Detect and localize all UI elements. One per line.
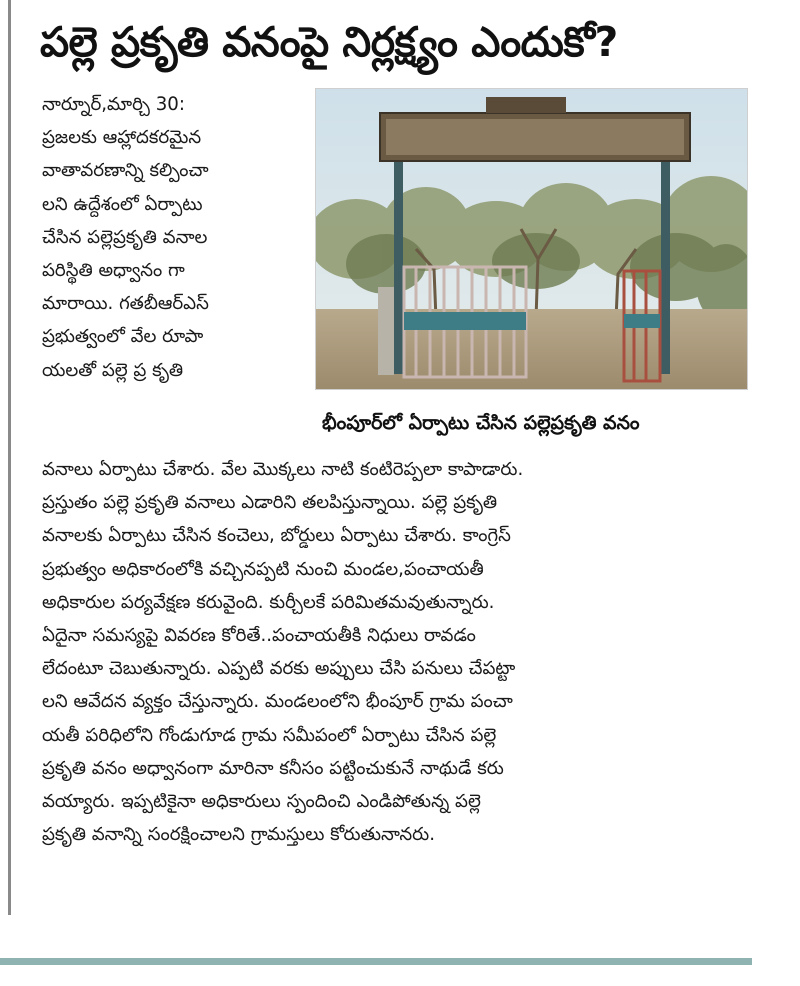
lead-line: ప్రజలకు ఆహ్లాదకరమైన xyxy=(42,127,202,149)
body-line: ప్రస్తుతం పల్లె ప్రకృతి వనాలు ఎడారిని తలపిస్తున్నాయి. పల్లె ప్రకృతి xyxy=(42,492,498,514)
lead-line: లని ఉద్దేశంలో ఏర్పాటు xyxy=(42,193,203,215)
lead-line: పరిస్థితి అధ్వానం గా xyxy=(42,259,185,281)
body-line: ఏదైనా సమస్యపై వివరణ కోరితే..పంచాయతీకి నిధులు రావడం xyxy=(42,624,476,646)
lead-line: వాతావరణాన్ని కల్పించా xyxy=(42,160,209,182)
lead-line: చేసిన పల్లెప్రకృతి వనాల xyxy=(42,226,208,248)
body-line: అధికారుల పర్యవేక్షణ కరువైంది. కుర్చీలకే పరిమితమవుతున్నారు. xyxy=(42,591,495,613)
lead-line: మారాయి. గతబీఆర్ఎస్ xyxy=(42,293,209,315)
photo-caption: భీంపూర్‌లో ఏర్పాటు చేసిన పల్లెప్రకృతి వనం xyxy=(322,412,640,434)
lead-line: ప్రభుత్వంలో వేల రూపా xyxy=(42,326,204,348)
news-photo xyxy=(315,88,748,390)
lead-paragraph-column xyxy=(42,88,304,387)
article-headline: పల్లె ప్రకృతి వనంపై నిర్లక్ష్యం ఎందుకో? xyxy=(40,18,618,66)
lead-line: యలతో పల్లె ప్ర కృతి xyxy=(42,359,184,381)
body-line: ప్రభుత్వం అధికారంలోకి వచ్చినప్పటి నుంచి మండల,పంచాయతీ xyxy=(42,558,484,580)
body-line: లని ఆవేదన వ్యక్తం చేస్తున్నారు. మండలంలోని భీంపూర్ గ్రామ పంచా xyxy=(42,691,513,713)
left-column-rule xyxy=(8,0,11,915)
body-paragraph xyxy=(42,453,748,851)
body-line: ప్రకృతి వనాన్ని సంరక్షించాలని గ్రామస్తులు కోరుతునానరు. xyxy=(42,824,435,846)
body-line: ప్రకృతి వనం అధ్వానంగా మారినా కనీసం పట్టించుకునే నాథుడే కరు xyxy=(42,757,504,779)
body-line: వయ్యారు. ఇప్పటికైనా అధికారులు స్పందించి ఎండిపోతున్న పల్లె xyxy=(42,790,481,812)
lead-line: నార్నూర్,మార్చి 30: xyxy=(42,94,185,115)
body-line: లేదంటూ చెబుతున్నారు. ఎప్పటి వరకు అప్పులు చేసి పనులు చేపట్టా xyxy=(42,658,516,680)
body-line: యతీ పరిధిలోని గోండుగూడ గ్రామ సమీపంలో ఏర్పాటు చేసిన పల్లె xyxy=(42,724,497,746)
body-line: వనాలకు ఏర్పాటు చేసిన కంచెలు, బోర్డులు ఏర్పాటు చేశారు. కాంగ్రెస్ xyxy=(42,525,511,547)
body-line: వనాలు ఏర్పాటు చేశారు. వేల మొక్కలు నాటి కంటిరెప్పలా కాపాడారు. xyxy=(42,459,524,480)
bottom-rule xyxy=(0,958,752,965)
park-gate-photo xyxy=(316,89,748,390)
